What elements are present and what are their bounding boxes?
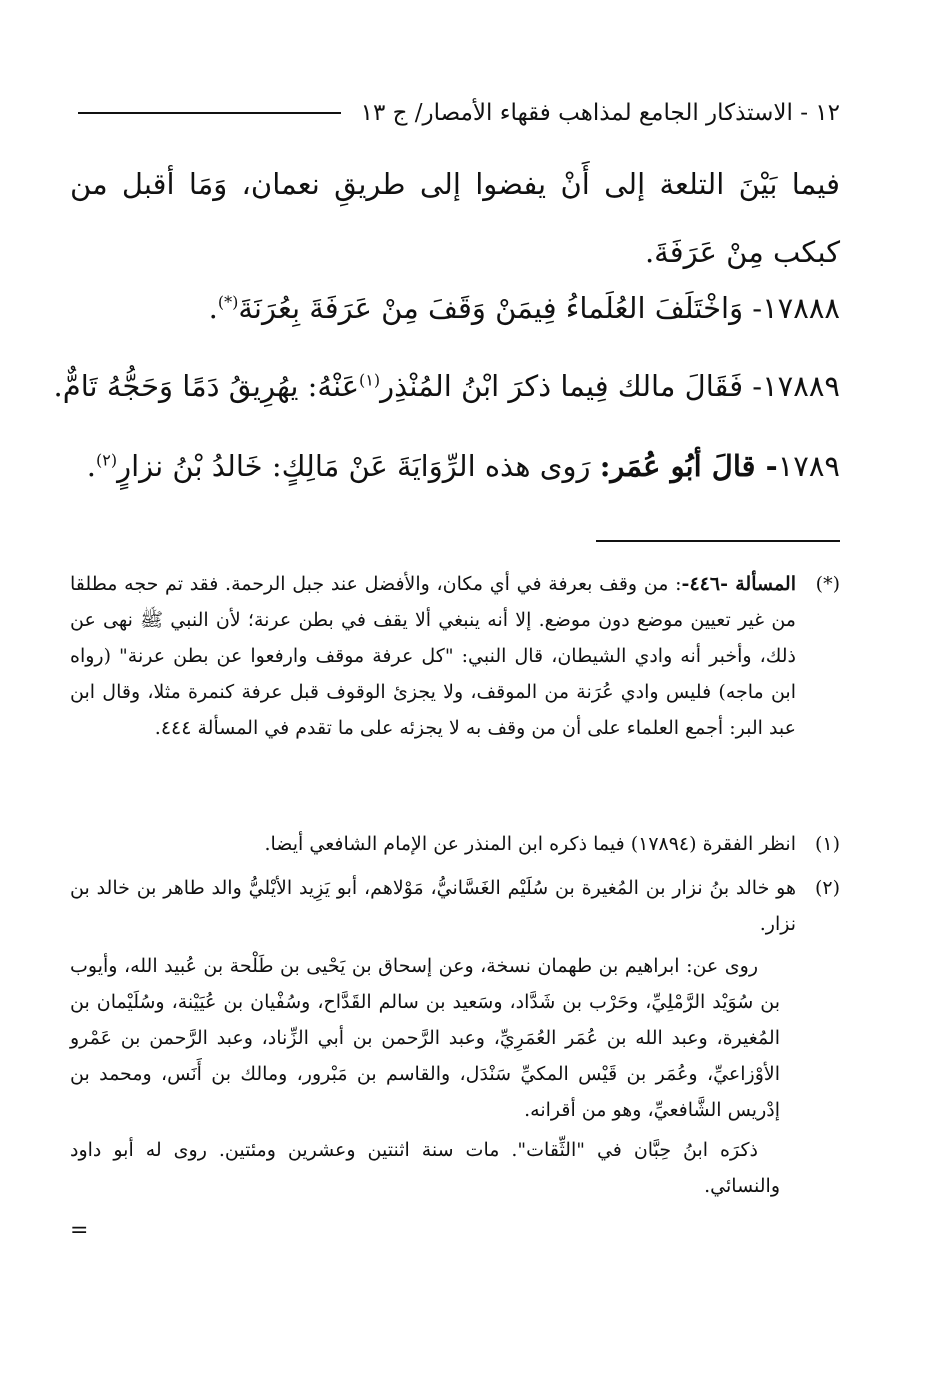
header-title: ١٢ - الاستذكار الجامع لمذاهب فقهاء الأمصار/ ج ١٣ [360,100,840,126]
footnote-ref[interactable]: (١) [359,370,381,390]
footnote-text: : من وقف بعرفة في أي مكان، والأفضل عند جبل الرحمة. فقد تم حجه مطلقا من غير تعيين موضع دون موضع. إلا أنه ينبغي ألا يقف في بطن عرنة؛ لأن النبي ﷺ نهى عن ذلك، وأخبر أنه وادي الشيطان، قال النبي: "كل عرفة موقف وارفعوا عن بطن عرنة" (رواه ابن ماجه) فليس وادي عُرَنة من الموقف، ولا يجزئ الوقوف قبل عرفة كنمرة مثلا، وقال ابن عبد البر: أجمع العلماء على أن من وقف به لا يجزئه على ما تقدم في المسألة ٤٤٤. [70,573,796,739]
footnote-ref[interactable]: (*) [217,292,239,312]
footnote-1 [70,826,840,862]
paragraph-17888 [70,288,840,328]
footnote-2 [70,870,840,1204]
footnote-narrators: روى عن: ابراهيم بن طهمان نسخة، وعن إسحاق بن يَحْيى بن طَلْحة بن عُبيد الله، وأيوب بن سُوَيْد الرَّمْلِيِّ، وحَرْب بن شَدَّاد، وسَعيد بن سالم القَدَّاح، وسُفْيان بن عُيَيْنة، وسُلَيْمان بن المُغيرة، وعبد الله بن عُمَر العُمَرِيِّ، وعبد الرَّحمن بن أبي الزِّناد، وعبد الرَّحمن بن عَمْرو الأوْزاعيِّ، وعُمَر بن قَيْس المكيِّ سَنْدَل، والقاسم بن مَبْرور، ومالك بن أَنَس، ومحمد بن إدْريس الشَّافعيِّ، وهو من أقرانه. [70,955,780,1121]
paragraph-end: . [208,291,218,325]
paragraph-text: رَوى هذه الرِّوَايَةَ عَنْ مَالِكٍ: خَالدُ بْنُ نزارٍ [117,449,591,483]
intro-paragraph: فيما بَيْنَ التلعة إلى أَنْ يفضوا إلى طريقِ نعمان، وَمَا أقبل من كبكب مِنْ عَرَفَةَ. [70,167,840,269]
paragraph-text: - فَقَالَ مالك فِيما ذكرَ ابْنُ المُنْذِر [380,369,763,403]
running-header [78,96,840,130]
paragraph-17889 [53,366,840,406]
footnote-marker: (١) [814,833,840,855]
footnote-text: انظر الفقرة (١٧٨٩٤) فيما ذكره ابن المنذر عن الإمام الشافعي أيضا. [264,833,796,855]
footnote-text: هو خالد بنُ نزار بن المُغيرة بن سُلَيْم الغَسَّانيُّ، مَوْلاهم، أبو يَزِيد الأيْليُّ والد طاهر بن خالد بن نزار. [70,877,796,935]
paragraph-number: ١٧٨٨٨ [762,291,840,325]
footnote-ref[interactable]: (٢) [95,450,118,470]
footnote-marker: (٢) [814,877,840,899]
paragraph-end: عَنْهُ: يهُرِيقُ دَمًا وَحَجُّهُ تَامٌّ. [53,369,360,403]
paragraph-number: ١٧٨٩ [777,449,840,483]
paragraph-text: - وَاخْتَلَفَ العُلَماءُ فِيمَنْ وَقَفَ مِنْ عَرَفَةَ بِعُرَنَةَ [238,291,763,325]
continuation-mark: = [70,1218,89,1243]
paragraph-number: ١٧٨٨٩ [762,369,840,403]
footnote-marker: (*) [815,573,840,595]
footnote-issue-label: المسألة -٤٤٦- [681,573,796,595]
footnote-separator [596,540,840,542]
paragraph-end: . [86,449,96,483]
header-rule [78,112,341,114]
paragraph-1789 [70,446,840,486]
speaker-label: - قالَ أبُو عُمَر: [599,449,778,483]
footnote-biography-end: ذكرَه ابنُ حِبَّان في "الثِّقات". مات سنة اثنتين وعشرين ومئتين. روى له أبو داود والنسائي. [70,1139,780,1197]
footnote-star [70,566,840,746]
